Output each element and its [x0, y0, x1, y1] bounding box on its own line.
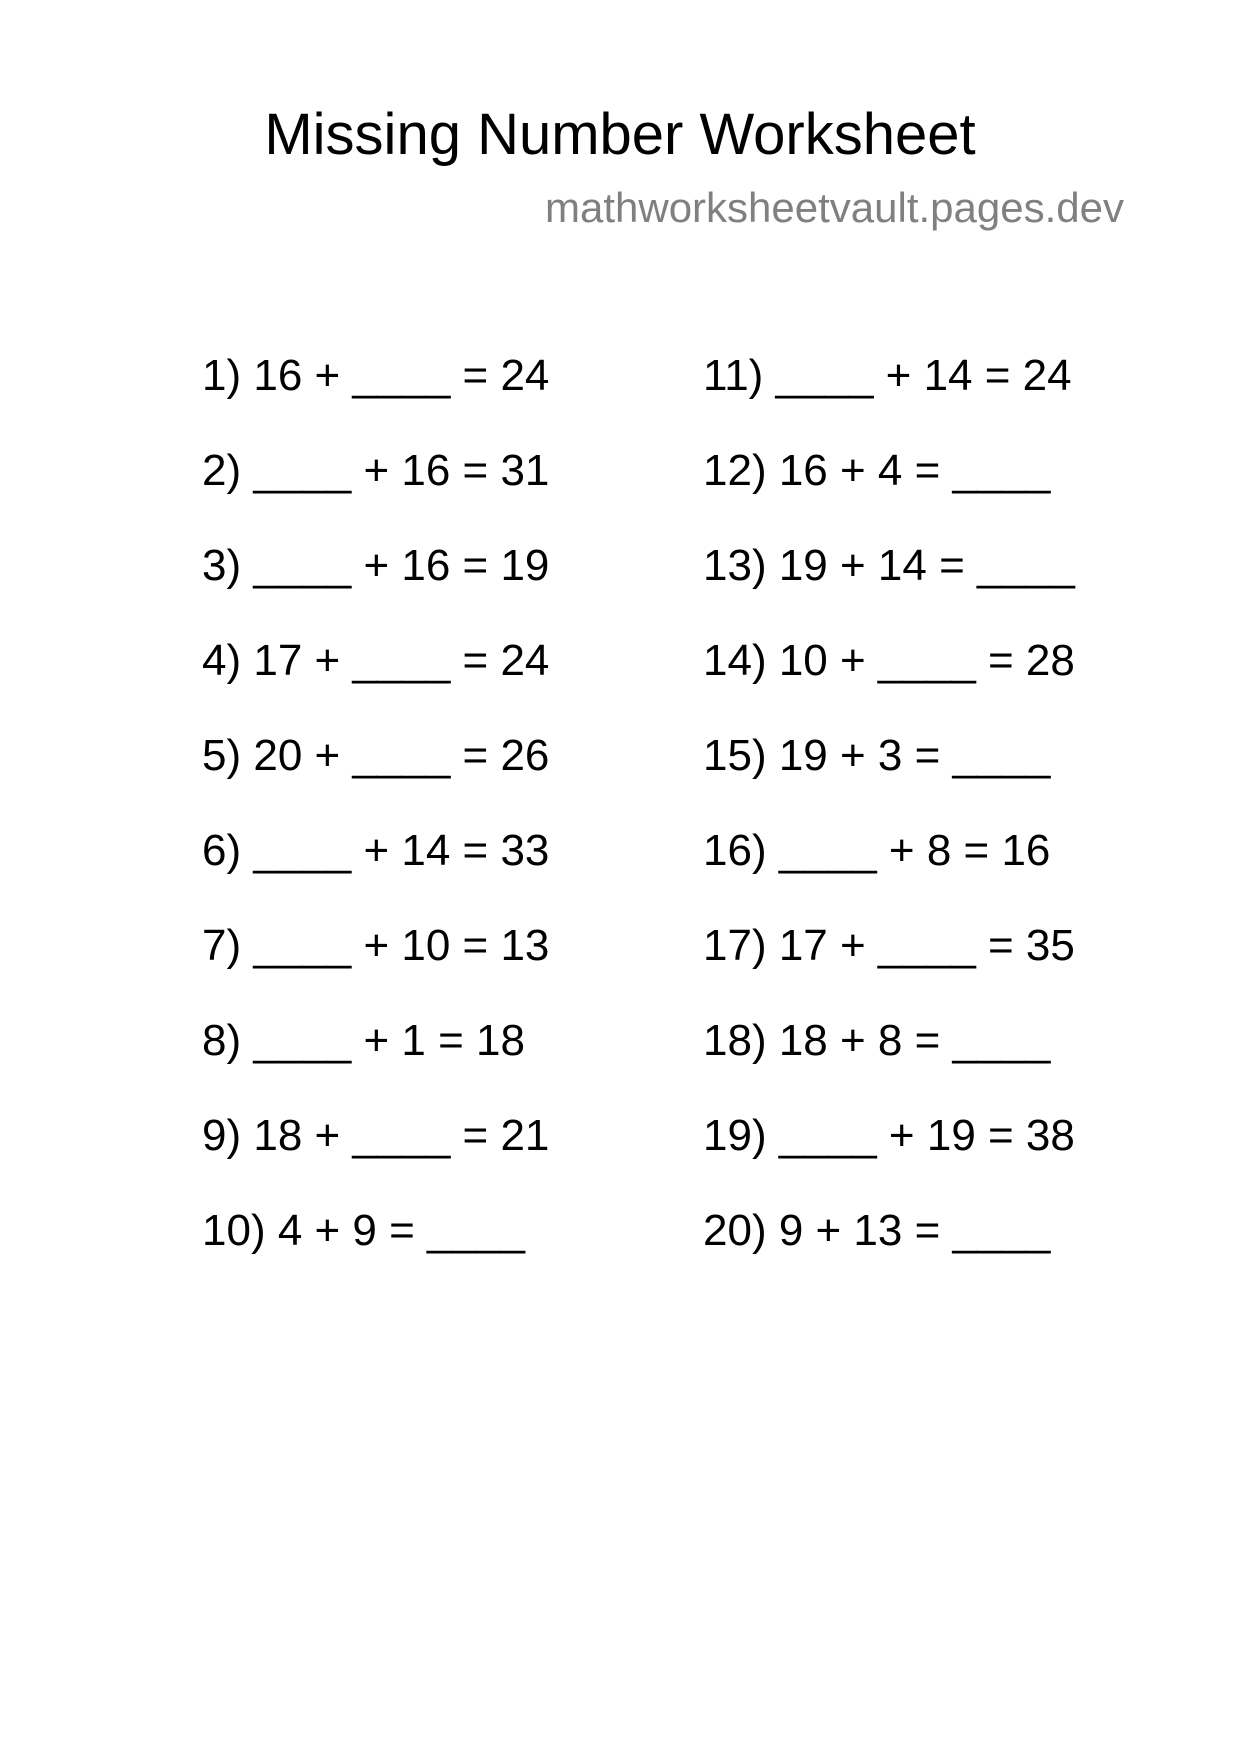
source-url: mathworksheetvault.pages.dev [545, 184, 1124, 231]
page-title: Missing Number Worksheet [264, 102, 976, 167]
problem-column-right [703, 346, 1075, 1296]
problem-7: 7) ____ + 10 = 13 [202, 921, 550, 970]
problem-11: 11) ____ + 14 = 24 [703, 351, 1072, 400]
problem-5: 5) 20 + ____ = 26 [202, 731, 550, 780]
problem-3: 3) ____ + 16 = 19 [202, 541, 550, 590]
problem-1: 1) 16 + ____ = 24 [202, 351, 550, 400]
problem-6: 6) ____ + 14 = 33 [202, 826, 550, 875]
problem-17: 17) 17 + ____ = 35 [703, 921, 1075, 970]
problem-10: 10) 4 + 9 = ____ [202, 1206, 525, 1255]
problem-column-left [202, 346, 549, 1296]
problem-4: 4) 17 + ____ = 24 [202, 636, 550, 685]
problem-19: 19) ____ + 19 = 38 [703, 1111, 1075, 1160]
problem-13: 13) 19 + 14 = ____ [703, 541, 1075, 590]
problem-14: 14) 10 + ____ = 28 [703, 636, 1075, 685]
problem-9: 9) 18 + ____ = 21 [202, 1111, 550, 1160]
problem-18: 18) 18 + 8 = ____ [703, 1016, 1051, 1065]
problem-15: 15) 19 + 3 = ____ [703, 731, 1051, 780]
problem-2: 2) ____ + 16 = 31 [202, 446, 550, 495]
problem-16: 16) ____ + 8 = 16 [703, 826, 1051, 875]
problem-12: 12) 16 + 4 = ____ [703, 446, 1051, 495]
problem-20: 20) 9 + 13 = ____ [703, 1206, 1051, 1255]
problem-8: 8) ____ + 1 = 18 [202, 1016, 525, 1065]
